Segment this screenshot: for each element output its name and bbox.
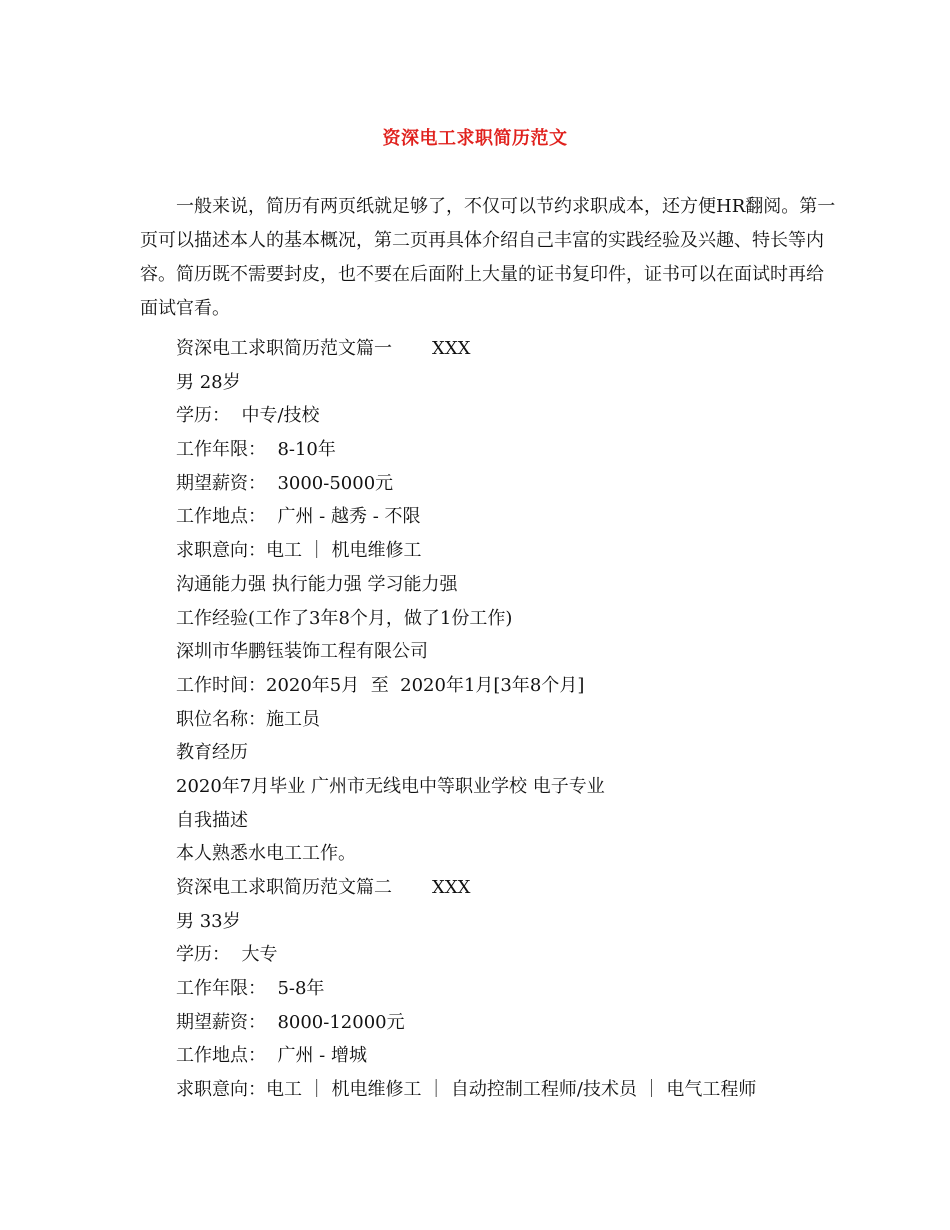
document-title: 资深电工求职简历范文 bbox=[382, 128, 568, 149]
resume2-intention: 求职意向：电工 ｜ 机电维修工 ｜ 自动控制工程师/技术员 ｜ 电气工程师 bbox=[176, 1079, 757, 1101]
resume1-name: XXX bbox=[432, 338, 471, 359]
resume1-position: 职位名称：施工员 bbox=[176, 708, 320, 730]
resume1-salary: 期望薪资： 3000-5000元 bbox=[176, 472, 394, 494]
resume1-gender-age: 男 28岁 bbox=[176, 371, 241, 393]
resume1-skills: 沟通能力强 执行能力强 学习能力强 bbox=[176, 573, 458, 595]
resume1-work-time: 工作时间：2020年5月 至 2020年1月[3年8个月] bbox=[176, 674, 585, 696]
resume2-gender-age: 男 33岁 bbox=[176, 910, 241, 932]
resume1-experience-heading: 工作经验(工作了3年8个月，做了1份工作) bbox=[176, 607, 513, 629]
resume2-name: XXX bbox=[432, 877, 471, 898]
resume-content bbox=[176, 332, 866, 1107]
intro-text: 一般来说，简历有两页纸就足够了，不仅可以节约求职成本，还方便HR翻阅。第一页可以描述本人的基本概况，第二页再具体介绍自己丰富的实践经验及兴趣、特长等内容。简历既不需要封皮，也不要在后面附上大量的证书复印件，证书可以在面试时再给面试官看。 bbox=[140, 196, 836, 319]
resume1-self-detail: 本人熟悉水电工工作。 bbox=[176, 843, 356, 865]
resume1-education: 学历： 中专/技校 bbox=[176, 405, 320, 427]
resume1-heading: 资深电工求职简历范文篇一 bbox=[176, 338, 392, 359]
resume1-years: 工作年限： 8-10年 bbox=[176, 439, 336, 461]
resume2-years: 工作年限： 5-8年 bbox=[176, 978, 325, 1000]
resume2-location: 工作地点： 广州 - 增城 bbox=[176, 1045, 367, 1067]
resume1-self-heading: 自我描述 bbox=[176, 809, 248, 831]
resume1-intention: 求职意向：电工 ｜ 机电维修工 bbox=[176, 540, 422, 562]
resume2-education: 学历： 大专 bbox=[176, 944, 278, 966]
resume1-education-heading: 教育经历 bbox=[176, 742, 248, 764]
resume2-salary: 期望薪资： 8000-12000元 bbox=[176, 1011, 405, 1033]
resume2-heading-line bbox=[176, 871, 866, 905]
intro-paragraph bbox=[140, 190, 840, 326]
resume2-heading: 资深电工求职简历范文篇二 bbox=[176, 877, 392, 898]
resume1-heading-line bbox=[176, 332, 866, 366]
resume1-location: 工作地点： 广州 - 越秀 - 不限 bbox=[176, 506, 421, 528]
resume1-company: 深圳市华鹏钰装饰工程有限公司 bbox=[176, 641, 428, 663]
resume1-education-detail: 2020年7月毕业 广州市无线电中等职业学校 电子专业 bbox=[176, 775, 605, 797]
